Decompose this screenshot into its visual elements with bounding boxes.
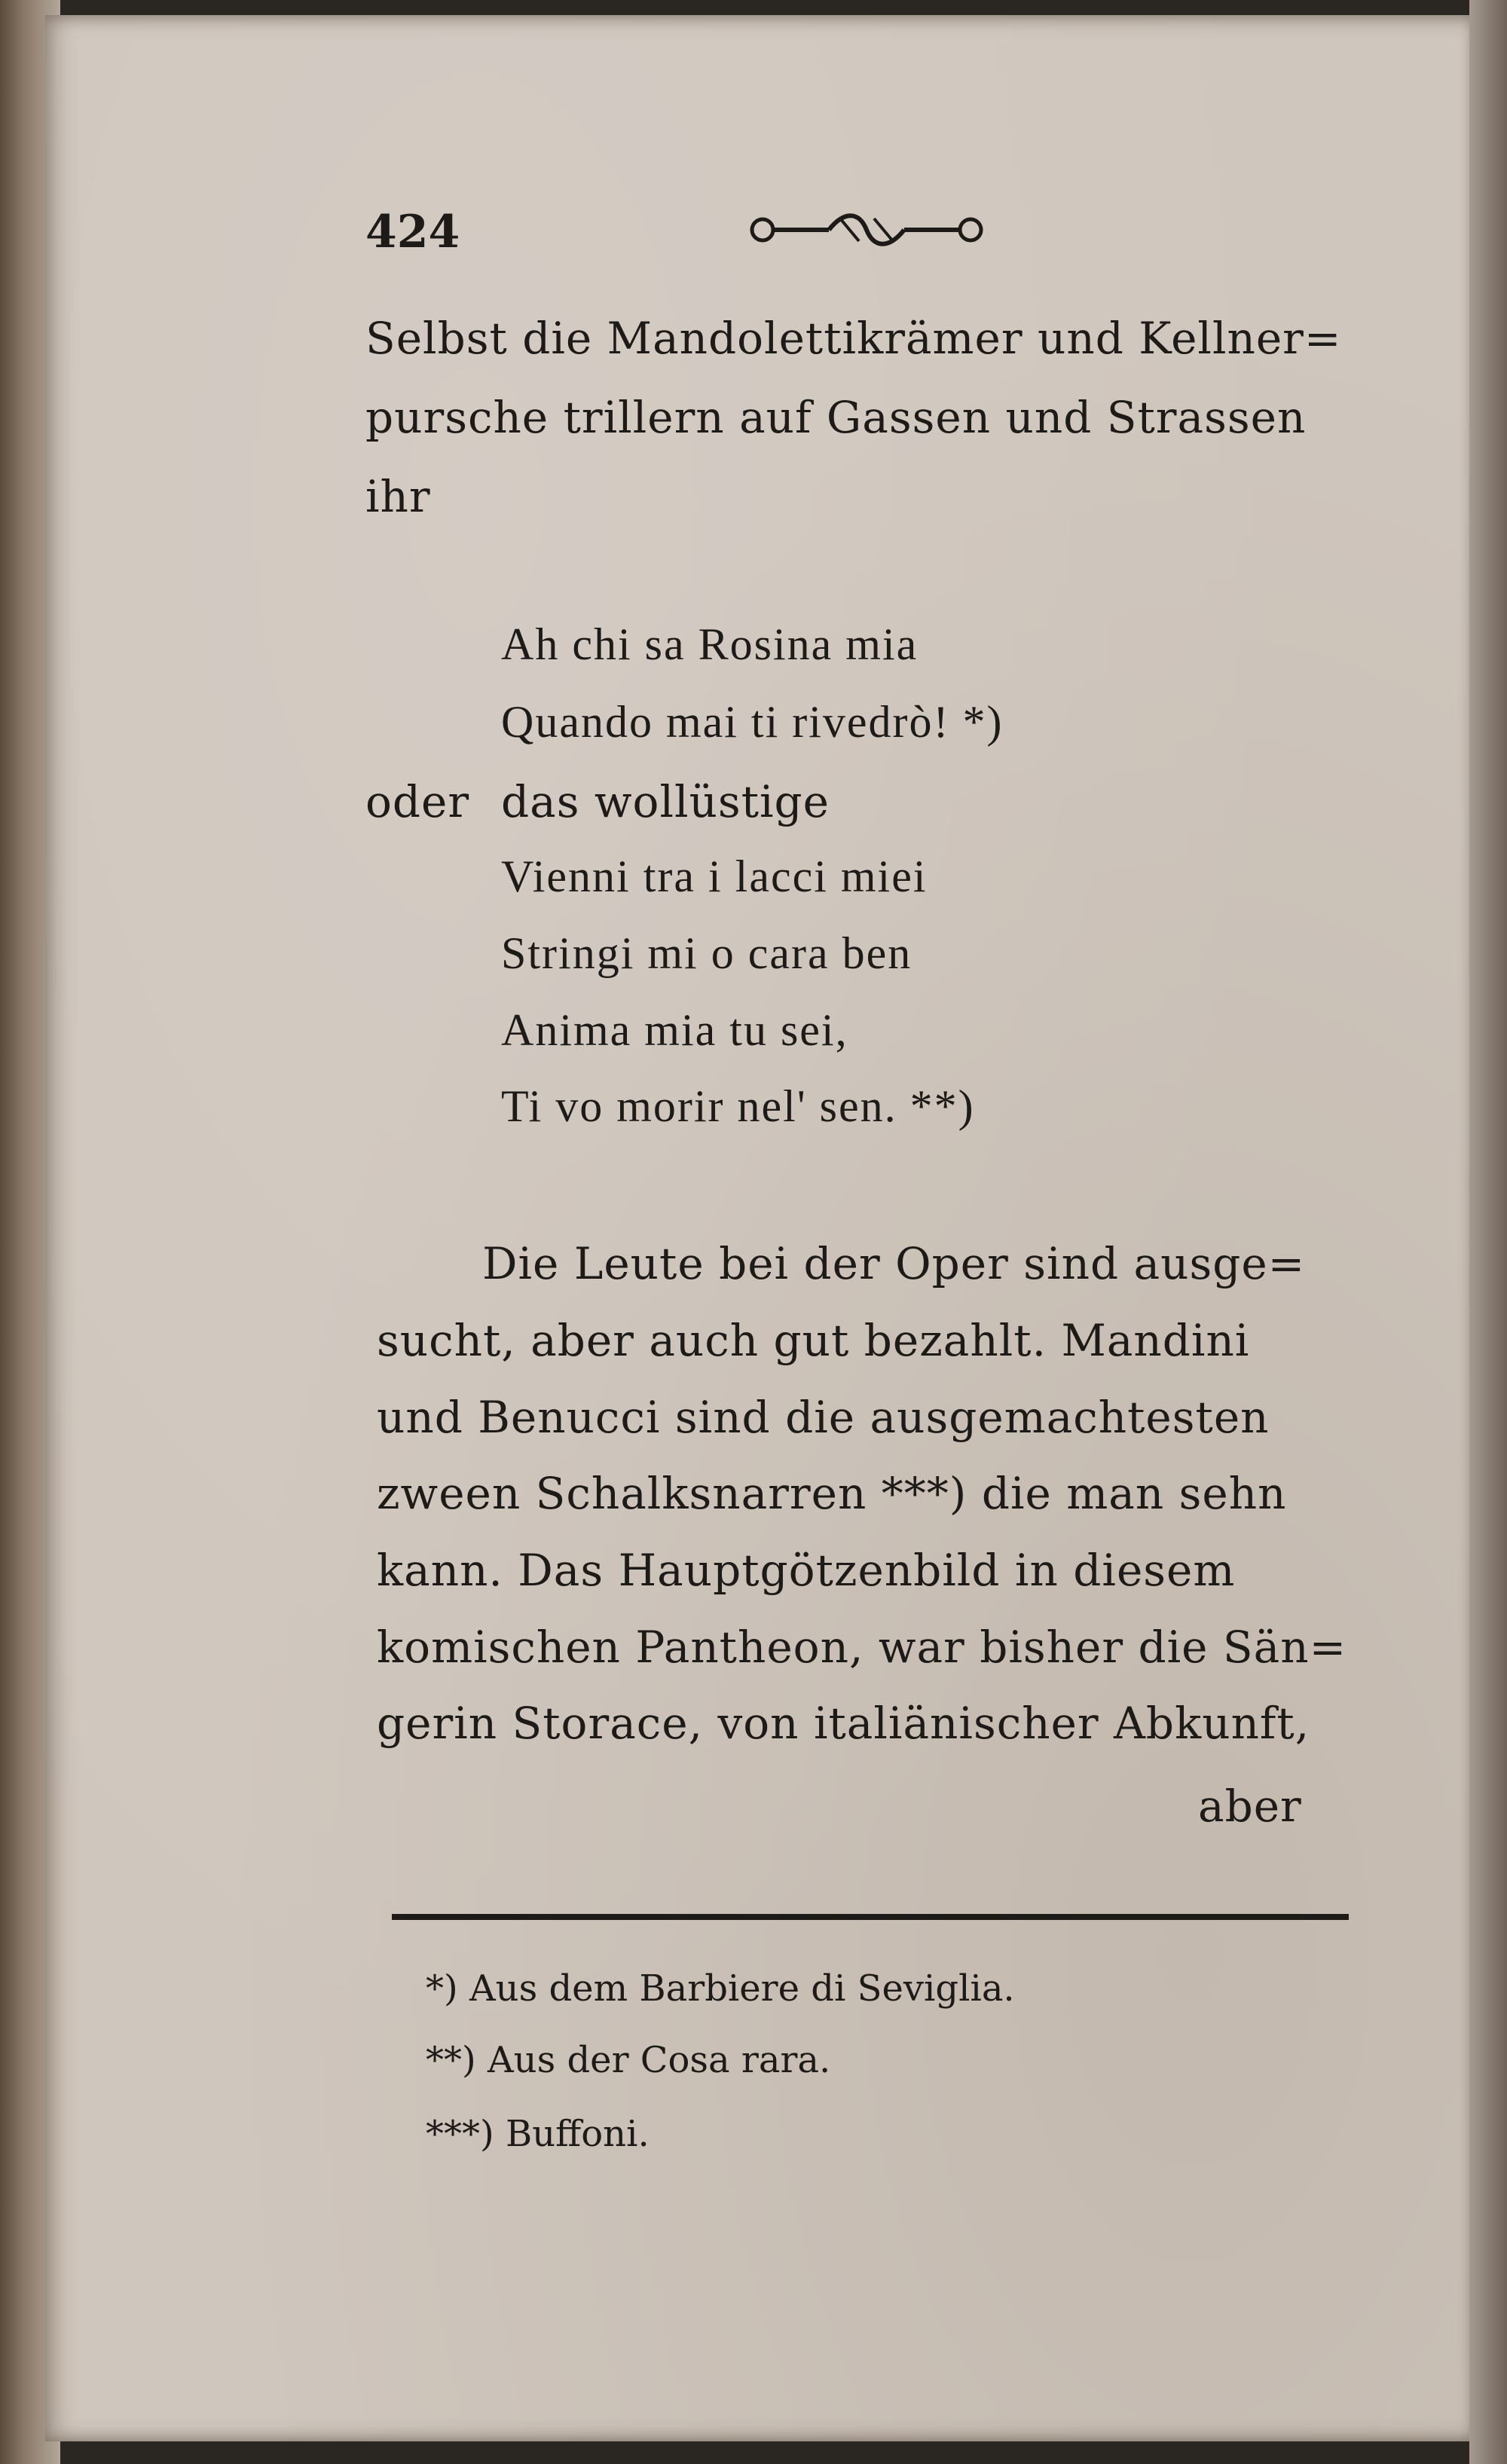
verse-line: Vienni tra i lacci miei <box>501 851 928 901</box>
footnote: **) Aus der Cosa rara. <box>426 2039 831 2081</box>
verse-line: Ah chi sa Rosina mia <box>501 619 919 669</box>
body-line: Selbst die Mandolettikrämer und Kellner= <box>365 313 1342 364</box>
body-line: komischen Pantheon, war bisher die Sän= <box>377 1622 1347 1673</box>
body-line: ihr <box>365 471 431 522</box>
footnote: *) Aus dem Barbiere di Seviglia. <box>426 1967 1015 2010</box>
body-line: zween Schalksnarren ***) die man sehn <box>377 1468 1287 1519</box>
body-line: pursche trillern auf Gassen und Strassen <box>365 392 1307 443</box>
connector-text: das wollüstige <box>501 776 830 827</box>
catchword: aber <box>1198 1781 1302 1832</box>
verse-line: Ti vo morir nel' sen. **) <box>501 1081 975 1131</box>
body-line: sucht, aber auch gut bezahlt. Mandini <box>377 1315 1250 1366</box>
verse-line: Quando mai ti rivedrò! *) <box>501 697 1004 747</box>
body-line: und Benucci sind die ausgemachtesten <box>377 1392 1270 1443</box>
footnote: ***) Buffoni. <box>426 2113 650 2155</box>
body-line: gerin Storace, von italiänischer Abkunft, <box>377 1698 1310 1749</box>
connector-word: oder <box>365 776 470 827</box>
verse-line: Anima mia tu sei, <box>501 1005 848 1055</box>
header-ornament-icon <box>746 203 987 256</box>
page-edge <box>1469 0 1507 2464</box>
body-line: Die Leute bei der Oper sind ausge= <box>482 1238 1306 1289</box>
page-number: 424 <box>365 206 460 258</box>
body-line: kann. Das Hauptgötzenbild in diesem <box>377 1545 1236 1596</box>
footnote-divider <box>392 1914 1349 1920</box>
verse-line: Stringi mi o cara ben <box>501 928 912 978</box>
